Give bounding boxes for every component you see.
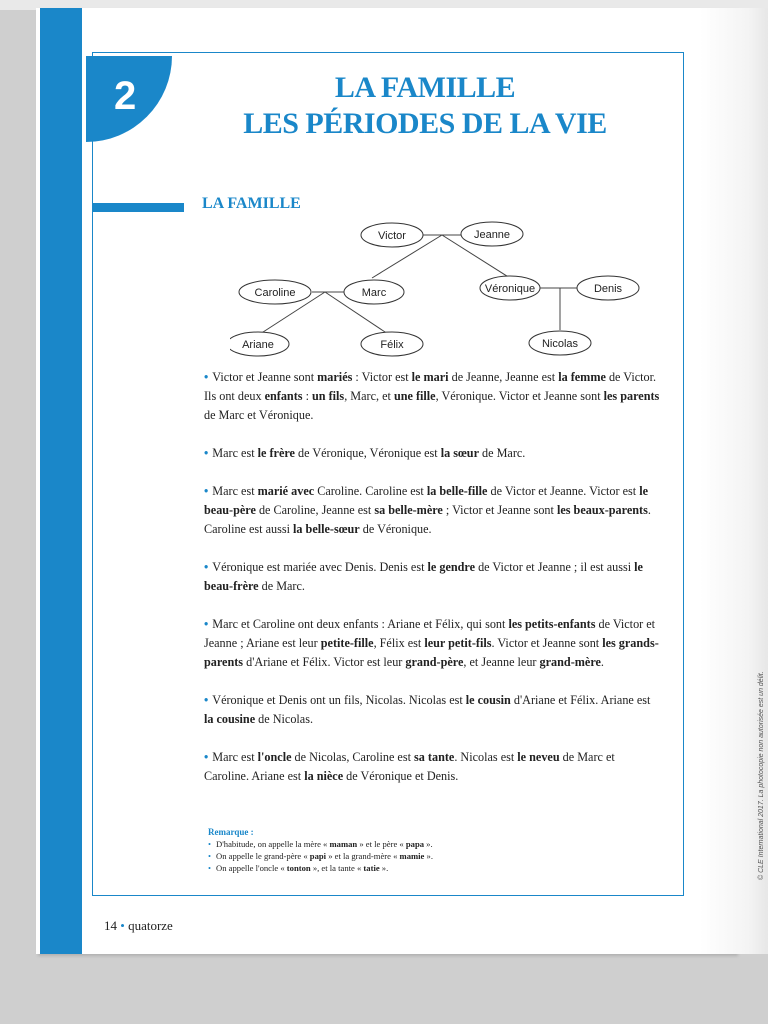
- tree-label-ariane: Ariane: [242, 339, 274, 351]
- text-run: de Marc et Caroline. Ariane est: [204, 750, 615, 783]
- text-run: Marc est: [212, 446, 258, 460]
- remark-line-2-text: [216, 851, 433, 861]
- bullet-icon: •: [204, 484, 209, 498]
- text-run: On appelle le grand-père «: [216, 851, 310, 861]
- key-term: le mari: [411, 370, 449, 384]
- text-run: , et Jeanne leur: [463, 655, 540, 669]
- bullet-icon: •: [204, 750, 209, 764]
- text-run: ».: [379, 863, 389, 873]
- remark-line-2: [208, 850, 668, 862]
- key-term: marié avec: [257, 484, 315, 498]
- tree-label-felix: Félix: [380, 339, 404, 351]
- text-run: de Victor et Jeanne ; Ariane est leur: [204, 617, 656, 650]
- key-term: papi: [309, 851, 327, 861]
- tree-node-felix: [361, 332, 423, 356]
- paragraph-1: [204, 368, 660, 425]
- key-term: le neveu: [517, 750, 560, 764]
- key-term: la sœur: [440, 446, 479, 460]
- key-term: une fille: [393, 389, 436, 403]
- paragraph-3-text: [204, 484, 651, 536]
- text-run: . Caroline est aussi: [204, 503, 651, 536]
- text-run: Marc et Caroline ont deux enfants : Ariane et Félix, qui sont: [212, 617, 509, 631]
- key-term: la femme: [558, 370, 606, 384]
- key-term: le frère: [257, 446, 295, 460]
- remark-line-3: [208, 862, 668, 874]
- key-term: le gendre: [427, 560, 476, 574]
- text-run: . Nicolas est: [454, 750, 518, 764]
- key-term: enfants: [264, 389, 303, 403]
- remark-line-1: [208, 838, 668, 850]
- text-run: de Victor. Ils ont deux: [204, 370, 657, 403]
- paragraph-4-text: [204, 560, 643, 593]
- key-term: grand-mère: [539, 655, 601, 669]
- text-run: On appelle l'oncle «: [216, 863, 287, 873]
- key-term: papa: [405, 839, 425, 849]
- text-run: de Véronique.: [359, 522, 432, 536]
- text-run: de Marc.: [258, 579, 305, 593]
- paragraph-7: [204, 748, 660, 786]
- bullet-icon: •: [204, 446, 209, 460]
- title-line-1: LA FAMILLE: [334, 71, 516, 104]
- bullet-icon: •: [204, 617, 209, 631]
- text-run: de Véronique, Véronique est: [294, 446, 441, 460]
- text-run: Véronique et Denis ont un fils, Nicolas. Nicolas est: [212, 693, 466, 707]
- text-run: », et la tante «: [310, 863, 364, 873]
- paragraph-3: [204, 482, 660, 539]
- key-term: mariés: [317, 370, 353, 384]
- text-run: de Victor et Jeanne. Victor est: [487, 484, 640, 498]
- key-term: la belle-fille: [426, 484, 488, 498]
- key-term: la nièce: [304, 769, 344, 783]
- text-run: , Félix est: [373, 636, 425, 650]
- key-term: le beau-père: [204, 484, 649, 517]
- key-term: mamie: [399, 851, 425, 861]
- page-title: [180, 70, 670, 142]
- key-term: les beaux-parents: [556, 503, 648, 517]
- tree-label-veronique: Véronique: [484, 283, 536, 295]
- text-run: Véronique est mariée avec Denis. Denis est: [212, 560, 428, 574]
- remark-line-1-text: [216, 839, 433, 849]
- text-run: de Marc et Véronique.: [204, 408, 314, 422]
- text-run: d'Ariane et Félix. Ariane est: [510, 693, 651, 707]
- tree-node-ariane: [230, 332, 289, 356]
- text-run: , Marc, et: [344, 389, 394, 403]
- key-term: petite-fille: [320, 636, 374, 650]
- key-term: tatie: [363, 863, 380, 873]
- chapter-number: 2: [114, 74, 137, 118]
- text-run: ».: [424, 839, 433, 849]
- tree-label-caroline: Caroline: [254, 287, 296, 299]
- text-run: de Nicolas, Caroline est: [291, 750, 415, 764]
- key-term: l'oncle: [257, 750, 292, 764]
- key-term: les petits-enfants: [508, 617, 596, 631]
- text-run: Caroline. Caroline est: [314, 484, 427, 498]
- text-run: :: [302, 389, 312, 403]
- text-run: d'Ariane et Félix. Victor est leur: [243, 655, 406, 669]
- paragraph-2-text: [212, 446, 525, 460]
- page-number: 14: [104, 918, 117, 933]
- section-title: LA FAMILLE: [202, 195, 301, 212]
- key-term: le beau-frère: [204, 560, 643, 593]
- copyright-notice: © CLE International 2017. La photocopie non autorisée est un délit.: [758, 671, 765, 880]
- tree-node-veronique: [480, 276, 540, 300]
- text-run: Marc est: [212, 484, 258, 498]
- paragraph-5: [204, 615, 660, 672]
- key-term: maman: [329, 839, 358, 849]
- page-footer: [104, 918, 173, 934]
- key-term: un fils: [312, 389, 345, 403]
- text-run: de Marc.: [479, 446, 526, 460]
- key-term: sa tante: [414, 750, 455, 764]
- key-term: les parents: [603, 389, 660, 403]
- bullet-icon: •: [208, 839, 212, 849]
- text-run: de Nicolas.: [255, 712, 313, 726]
- text-run: de Jeanne, Jeanne est: [448, 370, 559, 384]
- key-term: les grands-parents: [204, 636, 659, 669]
- tree-label-victor: Victor: [378, 230, 406, 242]
- text-run: Marc est: [212, 750, 258, 764]
- paragraph-6: [204, 691, 660, 729]
- text-run: de Victor et Jeanne ; il est aussi: [475, 560, 635, 574]
- remark-title: Remarque :: [208, 827, 254, 837]
- tree-label-marc: Marc: [361, 287, 387, 299]
- tree-node-denis: [577, 276, 639, 300]
- remark-line-3-text: [216, 863, 388, 873]
- text-run: Victor et Jeanne sont: [212, 370, 318, 384]
- text-run: » et le père «: [357, 839, 406, 849]
- tree-node-nicolas: [529, 331, 591, 355]
- tree-label-nicolas: Nicolas: [541, 338, 579, 350]
- key-term: le cousin: [465, 693, 511, 707]
- tree-node-caroline: [239, 280, 311, 304]
- tree-label-denis: Denis: [593, 283, 623, 295]
- key-term: sa belle-mère: [374, 503, 443, 517]
- paragraph-5-text: [204, 617, 659, 669]
- text-run: de Véronique et Denis.: [343, 769, 459, 783]
- text-run: ».: [424, 851, 433, 861]
- text-run: de Caroline, Jeanne est: [255, 503, 375, 517]
- bullet-icon: •: [204, 693, 209, 707]
- tree-node-marc: [344, 280, 404, 304]
- key-term: grand-père: [405, 655, 464, 669]
- text-run: . Victor et Jeanne sont: [491, 636, 603, 650]
- text-run: : Victor est: [352, 370, 412, 384]
- paragraph-7-text: [204, 750, 615, 783]
- tree-node-jeanne: [461, 222, 523, 246]
- paragraphs: [204, 368, 660, 805]
- remark-box: [208, 826, 668, 874]
- page-number-word: quatorze: [128, 918, 173, 933]
- section-bar: [92, 203, 184, 212]
- family-tree: [230, 214, 650, 364]
- paragraph-2: [204, 444, 660, 463]
- key-term: la cousine: [204, 712, 256, 726]
- bullet-icon: •: [208, 863, 212, 873]
- tree-label-jeanne: Jeanne: [473, 229, 511, 241]
- bullet-icon: •: [204, 370, 209, 384]
- key-term: leur petit-fils: [424, 636, 492, 650]
- text-run: D'habitude, on appelle la mère «: [216, 839, 330, 849]
- key-term: la belle-sœur: [293, 522, 360, 536]
- bullet-icon: •: [204, 560, 209, 574]
- text-run: » et la grand-mère «: [326, 851, 400, 861]
- text-run: , Véronique. Victor et Jeanne sont: [435, 389, 604, 403]
- page-edge-strip: [40, 8, 82, 954]
- tree-node-victor: [361, 223, 423, 247]
- paragraph-4: [204, 558, 660, 596]
- key-term: tonton: [286, 863, 311, 873]
- text-run: .: [600, 655, 604, 669]
- paragraph-6-text: [204, 693, 650, 726]
- bullet-icon: •: [120, 918, 125, 933]
- paragraph-1-text: [204, 370, 659, 422]
- bullet-icon: •: [208, 851, 212, 861]
- title-line-2: LES PÉRIODES DE LA VIE: [243, 107, 607, 140]
- text-run: ; Victor et Jeanne sont: [442, 503, 557, 517]
